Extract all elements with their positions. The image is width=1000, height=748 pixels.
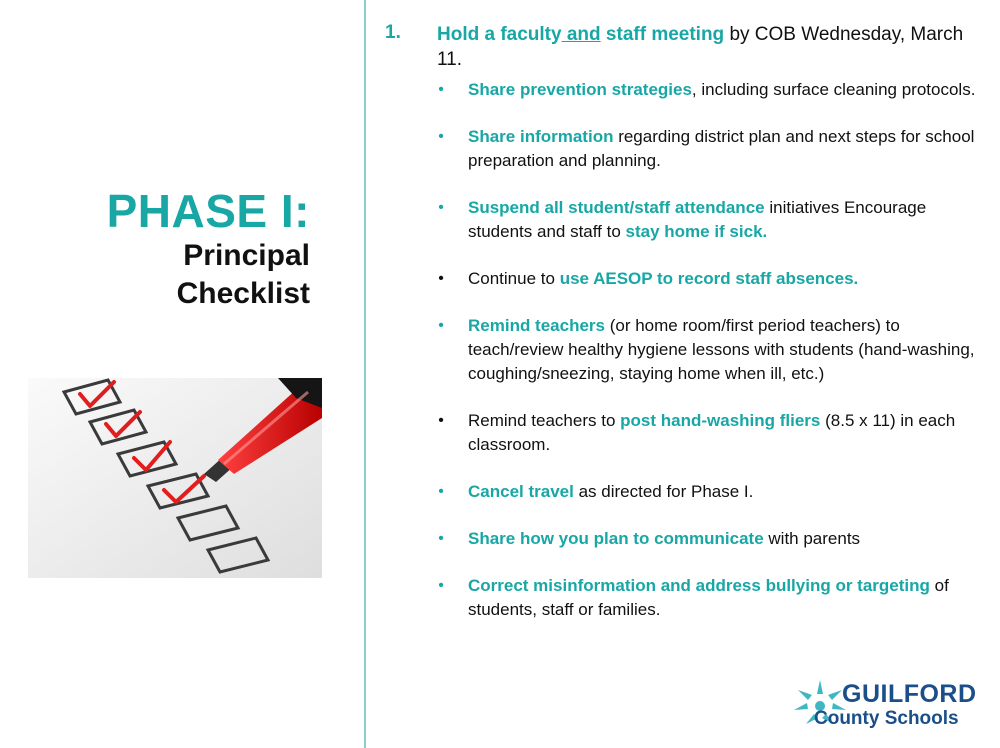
checklist-pen-illustration — [28, 378, 322, 578]
bullet-list — [435, 78, 995, 645]
bullet-text-segment: Share prevention strategies — [468, 80, 692, 99]
bullet-item — [435, 480, 995, 504]
heading-part-4: by COB Wednesday, March 11. — [437, 24, 964, 70]
heading-part-3: staff meeting — [600, 24, 725, 45]
bullet-dot-icon: • — [438, 199, 444, 216]
bullet-text-segment: Cancel travel — [468, 482, 574, 501]
bullet-text-segment: use AESOP to record staff absences — [559, 269, 854, 288]
bullet-text-segment: (or home room/first period teachers) to teach/review healthy hygiene lessons with students (hand-washing, coughing/sneezing, staying home when ill, etc.) — [468, 316, 975, 383]
bullet-dot-icon: • — [438, 128, 444, 145]
logo-line-1: GUILFORD — [842, 680, 977, 708]
bullet-text-segment: Remind teachers — [468, 316, 605, 335]
bullet-text-segment: , including surface cleaning protocols. — [691, 80, 976, 99]
bullet-item — [435, 527, 995, 551]
bullet-text-segment: Suspend all student/staff attendance — [468, 198, 765, 217]
bullet-text-segment: as directed for Phase I. — [573, 482, 754, 501]
guilford-logo — [790, 674, 990, 738]
bullet-item — [435, 267, 995, 291]
phase-title: PHASE I: — [106, 185, 310, 237]
bullet-dot-icon: • — [438, 317, 444, 334]
bullet-text-segment: with parents — [763, 529, 861, 548]
bullet-text-segment: post hand-washing fliers — [620, 411, 821, 430]
bullet-text-segment: (8.5 x 11) in each classroom. — [468, 411, 956, 454]
bullet-text-segment: Continue to — [468, 269, 560, 288]
bullet-text-segment: Remind teachers to — [468, 411, 621, 430]
bullet-item — [435, 125, 995, 173]
item-number: 1. — [385, 22, 401, 43]
bullet-dot-icon: • — [438, 270, 444, 287]
bullet-text-segment: Correct misinformation and address bullying or targeting — [468, 576, 930, 595]
bullet-dot-icon: • — [438, 483, 444, 500]
bullet-item — [435, 574, 995, 622]
subtitle-line-1: Principal — [183, 239, 310, 272]
title-block — [107, 185, 310, 313]
bullet-item — [435, 78, 995, 102]
bullet-dot-icon: • — [438, 577, 444, 594]
bullet-text-segment: Share information — [468, 127, 614, 146]
bullet-item — [435, 409, 995, 457]
heading-part-1: Hold a faculty — [437, 24, 562, 45]
item-heading — [437, 22, 977, 72]
subtitle-line-2: Checklist — [176, 277, 310, 310]
logo-line-2: County Schools — [814, 708, 959, 729]
bullet-item — [435, 196, 995, 244]
bullet-text-segment: regarding district plan and next steps for school preparation and planning. — [468, 127, 975, 170]
bullet-item — [435, 314, 995, 386]
bullet-text-segment: of students, staff or families. — [468, 576, 949, 619]
vertical-divider — [364, 0, 366, 748]
heading-part-2: and — [561, 24, 601, 45]
bullet-text-segment: stay home if sick. — [625, 222, 768, 241]
bullet-dot-icon: • — [438, 412, 444, 429]
bullet-dot-icon: • — [438, 530, 444, 547]
bullet-text-segment: initiatives Encourage students and staff to — [468, 198, 927, 241]
bullet-text-segment: Share how you plan to communicate — [468, 529, 764, 548]
bullet-dot-icon: • — [438, 81, 444, 98]
bullet-text-segment: . — [853, 269, 859, 288]
